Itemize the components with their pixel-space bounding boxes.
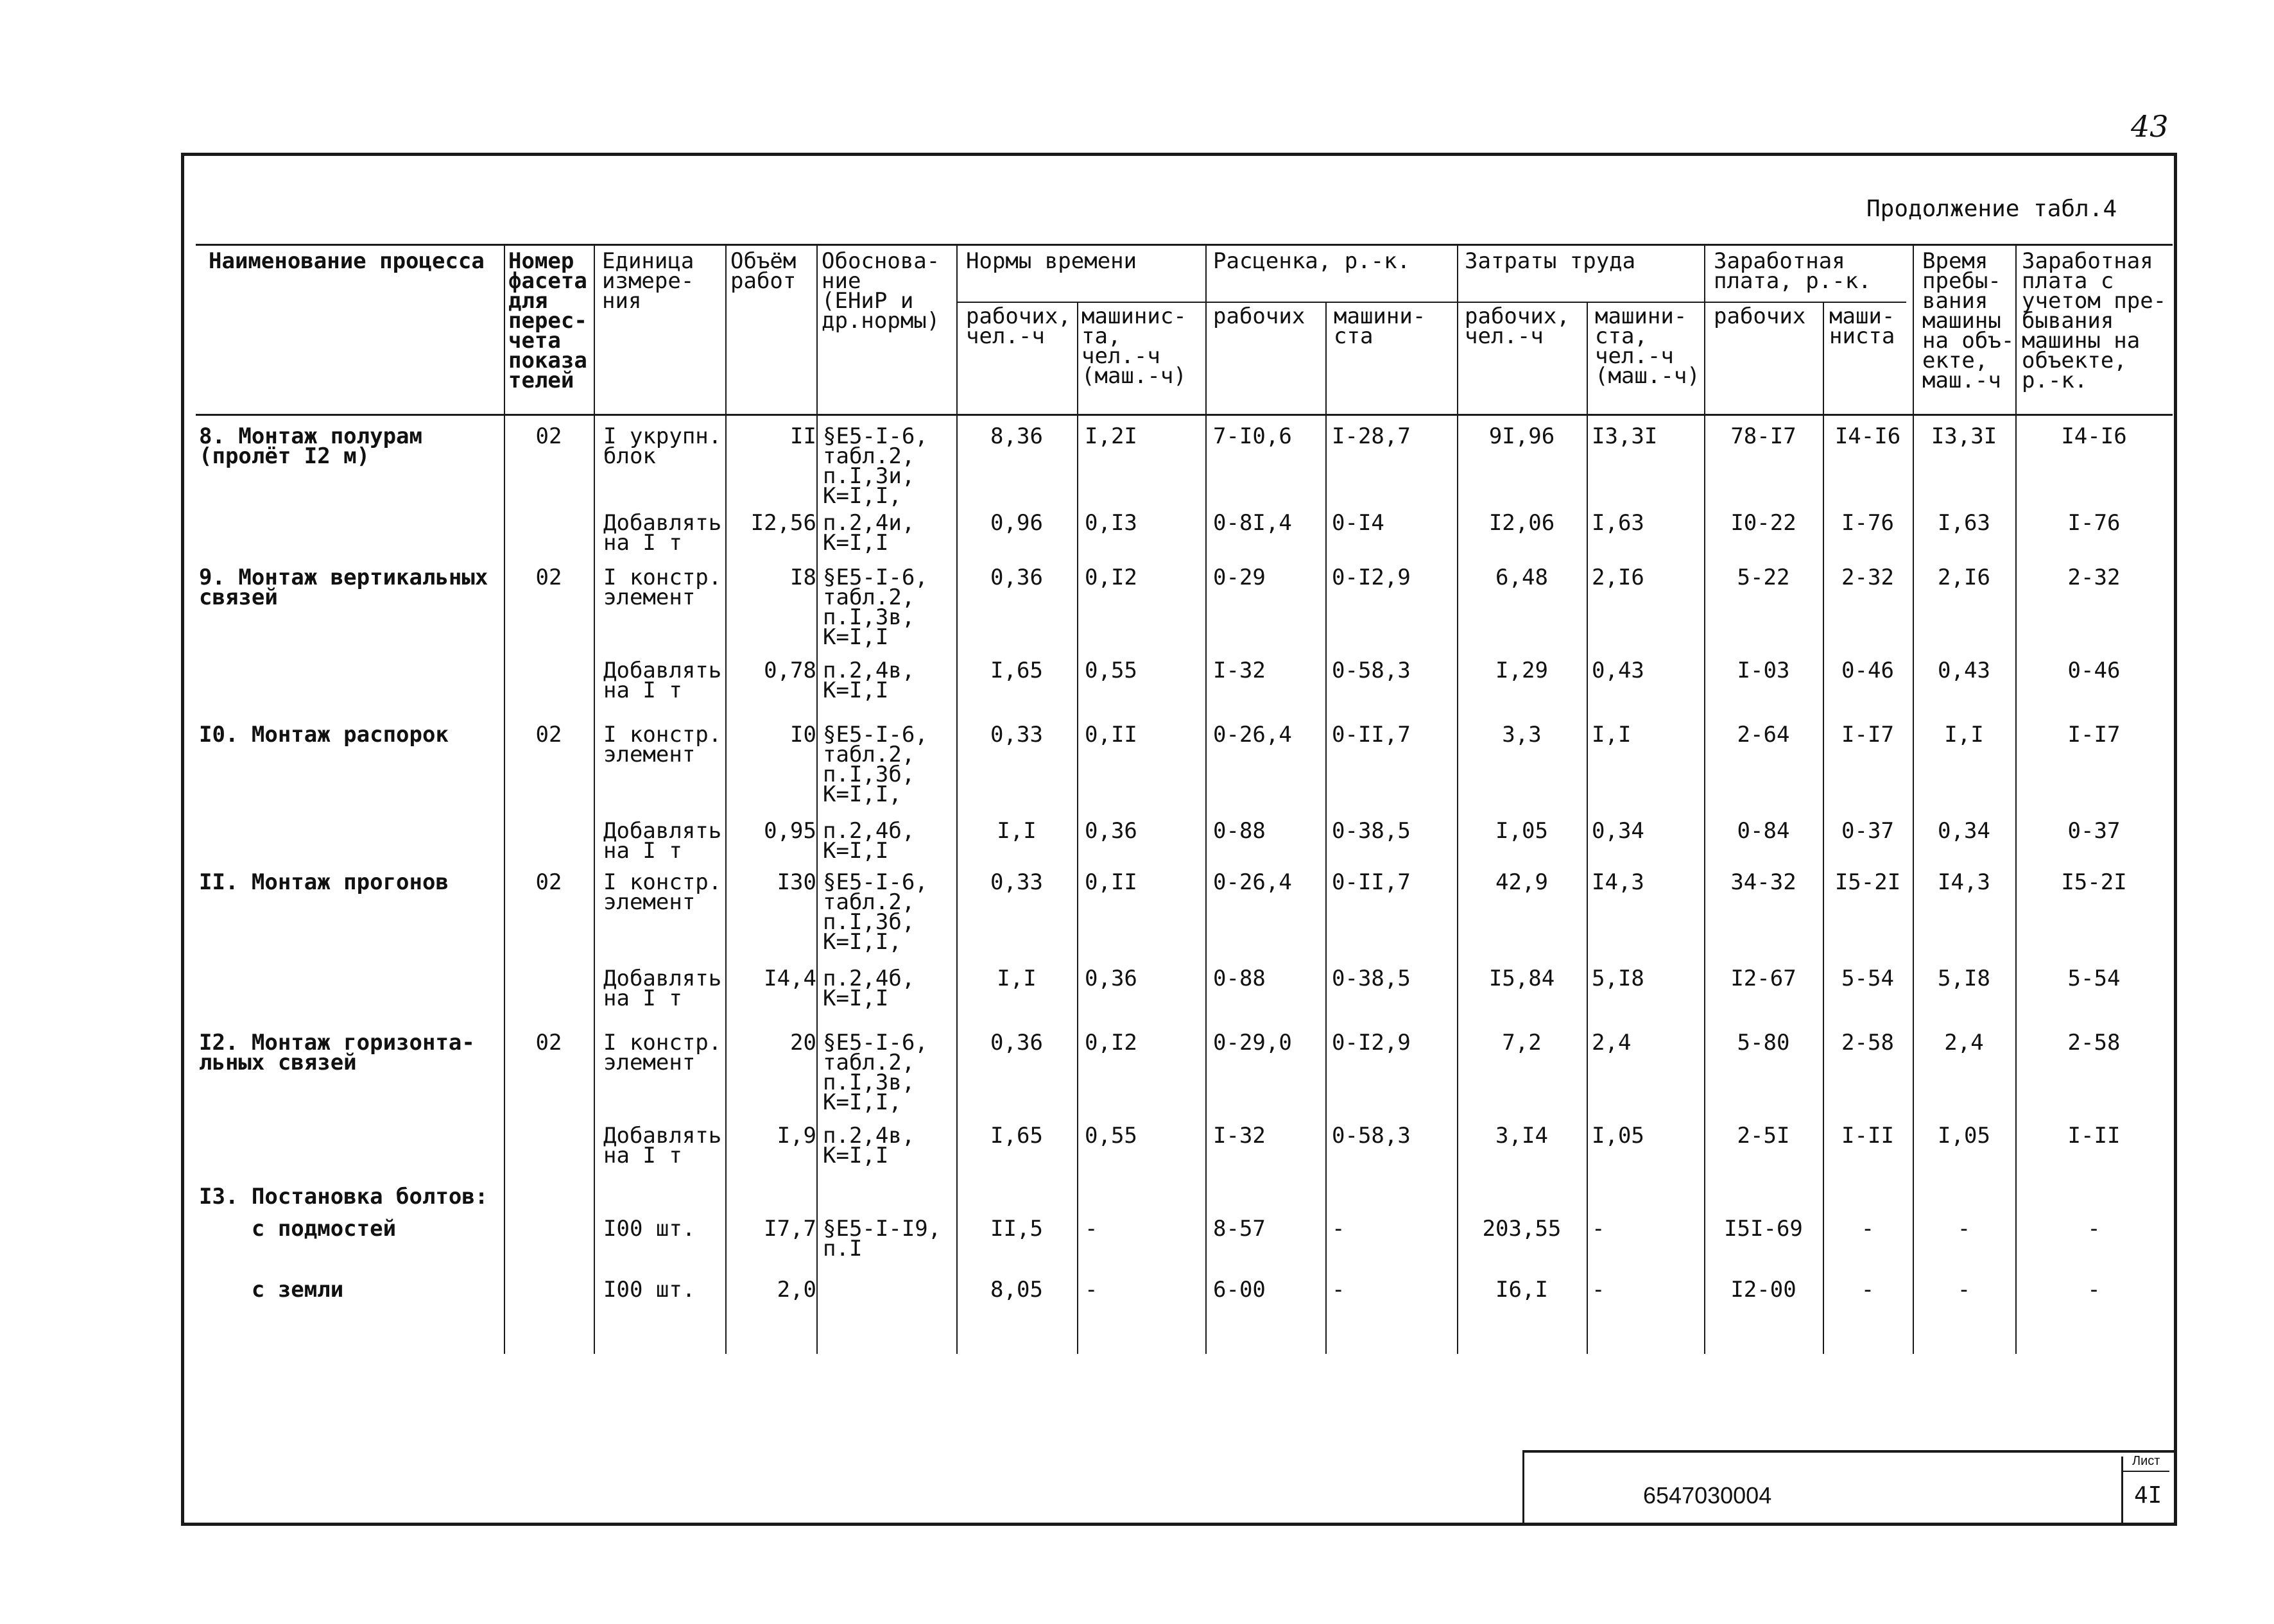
cell-lw: I,29	[1495, 658, 1548, 683]
cell-ws: I-II	[2067, 1123, 2121, 1149]
cell-nw: 0,36	[990, 1030, 1043, 1056]
cell-lw: I2,06	[1488, 510, 1555, 536]
cell-volume: I30	[777, 869, 816, 895]
sheet-label: Лист	[2132, 1454, 2160, 1468]
cell-ww: 2-64	[1737, 722, 1790, 748]
cell-unit: Добавлять на I т	[603, 510, 722, 556]
cell-ww: I0-22	[1730, 510, 1796, 536]
header-unit: Единица измере- ния	[602, 248, 694, 314]
cell-st: I,63	[1938, 510, 1990, 536]
cell-rm: 0-II,7	[1332, 722, 1411, 748]
cell-volume: I,9	[777, 1123, 816, 1149]
cell-lm: I,05	[1592, 1123, 1644, 1149]
cell-rw: 7-I0,6	[1213, 423, 1292, 449]
cell-st: I4,3	[1938, 869, 1990, 895]
cell-st: 5,I8	[1938, 966, 1990, 991]
cell-wm: I-II	[1841, 1123, 1894, 1149]
cell-unit: I констр. элемент	[603, 722, 722, 767]
cell-lw: I5,84	[1488, 966, 1555, 991]
cell-nm: 0,I3	[1085, 510, 1137, 536]
cell-basis: п.2,4в, К=I,I	[823, 1123, 915, 1168]
cell-unit: Добавлять на I т	[603, 966, 722, 1011]
page-number: 43	[2131, 109, 2169, 144]
cell-ws: 5-54	[2067, 966, 2121, 991]
cell-basis: п.2,4б, К=I,I	[823, 966, 915, 1011]
cell-ws: 2-32	[2067, 565, 2121, 590]
header-wage-workers: рабочих	[1714, 303, 1806, 329]
cell-nm: 0,II	[1085, 722, 1137, 748]
cell-st: 0,34	[1938, 818, 1990, 844]
cell-nm: 0,36	[1085, 818, 1137, 844]
cell-nm: 0,II	[1085, 869, 1137, 895]
cell-basis: п.2,4в, К=I,I	[823, 658, 915, 703]
cell-nm: 0,55	[1085, 1123, 1137, 1149]
cell-ws: I5-2I	[2061, 869, 2127, 895]
cell-nw: 0,33	[990, 869, 1043, 895]
cell-wm: 5-54	[1841, 966, 1894, 991]
cell-unit: I00 шт.	[603, 1277, 696, 1303]
cell-facet: 02	[535, 565, 562, 590]
cell-nw: I,65	[990, 1123, 1043, 1149]
header-labor: Затраты труда	[1465, 248, 1636, 274]
cell-nw: 0,96	[990, 510, 1043, 536]
cell-rw: 0-29	[1213, 565, 1266, 590]
cell-wm: 2-32	[1841, 565, 1894, 590]
frame-bottom	[181, 1523, 2177, 1526]
cell-st: I,I	[1944, 722, 1984, 748]
cell-ws: I4-I6	[2061, 423, 2127, 449]
cell-lw: 3,3	[1502, 722, 1542, 748]
column-separator	[504, 244, 505, 1354]
cell-ww: I5I-69	[1724, 1216, 1803, 1242]
cell-nm: -	[1085, 1216, 1098, 1242]
cell-name: I2. Монтаж горизонта- льных связей	[199, 1030, 475, 1075]
cell-volume: 0,95	[764, 818, 816, 844]
cell-name: с земли	[199, 1277, 344, 1303]
cell-lw: 3,I4	[1495, 1123, 1548, 1149]
cell-rw: 0-29,0	[1213, 1030, 1292, 1056]
cell-ww: 2-5I	[1737, 1123, 1790, 1149]
cell-volume: I8	[790, 565, 816, 590]
sheet-number: 4I	[2134, 1482, 2162, 1509]
header-facet: Номер фасета для перес- чета показа телей	[508, 248, 587, 393]
cell-nw: 8,36	[990, 423, 1043, 449]
header-labor-workers: рабочих, чел.-ч	[1465, 303, 1570, 349]
cell-basis: п.2,4и, К=I,I	[823, 510, 915, 556]
cell-lm: I,I	[1592, 722, 1632, 748]
header-rate-workers: рабочих	[1213, 303, 1305, 329]
cell-volume: 20	[790, 1030, 816, 1056]
cell-wm: 0-37	[1841, 818, 1894, 844]
cell-st: I3,3I	[1931, 423, 1997, 449]
cell-nw: II,5	[990, 1216, 1043, 1242]
column-separator	[816, 244, 818, 1354]
cell-unit: I констр. элемент	[603, 869, 722, 915]
column-separator	[1704, 244, 1705, 1354]
cell-basis: §Е5-I-6, табл.2, п.I,3и, К=I,I,	[823, 423, 928, 509]
cell-rm: 0-58,3	[1332, 658, 1411, 683]
cell-ws: I-I7	[2067, 722, 2121, 748]
cell-basis: §Е5-I-I9, п.I	[823, 1216, 942, 1261]
column-separator	[1457, 244, 1458, 1354]
cell-lm: I4,3	[1592, 869, 1644, 895]
continuation-label: Продолжение табл.4	[1866, 196, 2117, 222]
header-name: Наименование процесса	[209, 248, 485, 274]
cell-wm: -	[1861, 1216, 1875, 1242]
cell-rm: 0-II,7	[1332, 869, 1411, 895]
cell-lm: 0,34	[1592, 818, 1644, 844]
cell-unit: Добавлять на I т	[603, 818, 722, 864]
cell-name: с подмостей	[199, 1216, 397, 1242]
cell-facet: 02	[535, 722, 562, 748]
header-wage-machinists: маши- ниста	[1829, 303, 1895, 349]
cell-nm: -	[1085, 1277, 1098, 1303]
cell-wm: I-I7	[1841, 722, 1894, 748]
cell-ws: 2-58	[2067, 1030, 2121, 1056]
cell-rm: 0-58,3	[1332, 1123, 1411, 1149]
cell-nw: I,65	[990, 658, 1043, 683]
column-separator	[956, 244, 958, 1354]
cell-st: -	[1957, 1277, 1971, 1303]
cell-nm: 0,I2	[1085, 1030, 1137, 1056]
cell-lm: 0,43	[1592, 658, 1644, 683]
cell-ww: 5-80	[1737, 1030, 1790, 1056]
cell-rw: 0-8I,4	[1213, 510, 1292, 536]
header-volume: Объём работ	[730, 248, 797, 294]
header-wage-stay: Заработная плата с учетом пре- бывания машины на объекте, р.-к.	[2022, 248, 2167, 393]
cell-nw: I,I	[997, 818, 1037, 844]
cell-lw: 9I,96	[1488, 423, 1555, 449]
cell-ws: 0-46	[2067, 658, 2121, 683]
cell-volume: I2,56	[750, 510, 816, 536]
cell-ww: 78-I7	[1730, 423, 1796, 449]
cell-rm: 0-I2,9	[1332, 1030, 1411, 1056]
cell-wm: 2-58	[1841, 1030, 1894, 1056]
cell-st: -	[1957, 1216, 1971, 1242]
cell-wm: I4-I6	[1834, 423, 1901, 449]
doc-code: 6547030004	[1643, 1482, 1772, 1509]
column-separator	[1205, 244, 1207, 1354]
cell-rm: 0-I4	[1332, 510, 1384, 536]
cell-nw: I,I	[997, 966, 1037, 991]
cell-volume: 2,0	[777, 1277, 816, 1303]
cell-st: I,05	[1938, 1123, 1990, 1149]
cell-lw: 203,55	[1482, 1216, 1562, 1242]
cell-unit: I констр. элемент	[603, 565, 722, 610]
cell-nm: 0,I2	[1085, 565, 1137, 590]
cell-wm: -	[1861, 1277, 1875, 1303]
cell-rw: 0-88	[1213, 966, 1266, 991]
frame-top	[181, 153, 2177, 156]
cell-unit: I укрупн. блок	[603, 423, 722, 469]
cell-ww: 5-22	[1737, 565, 1790, 590]
cell-rw: 8-57	[1213, 1216, 1266, 1242]
cell-name: 8. Монтаж полурам (пролёт I2 м)	[199, 423, 422, 469]
header-labor-machinists: машини- ста, чел.-ч (маш.-ч)	[1595, 303, 1700, 389]
column-separator	[1913, 244, 1914, 1354]
cell-unit: I констр. элемент	[603, 1030, 722, 1075]
cell-basis: §Е5-I-6, табл.2, п.I,3в, К=I,I	[823, 565, 928, 650]
frame-left	[181, 153, 184, 1526]
frame-right	[2174, 153, 2177, 1526]
cell-rm: I-28,7	[1332, 423, 1411, 449]
cell-lw: I,05	[1495, 818, 1548, 844]
column-separator	[2015, 244, 2017, 1354]
cell-facet: 02	[535, 423, 562, 449]
cell-unit: I00 шт.	[603, 1216, 696, 1242]
cell-ws: 0-37	[2067, 818, 2121, 844]
header-rate-machinists: машини- ста	[1334, 303, 1426, 349]
cell-name: II. Монтаж прогонов	[199, 869, 449, 895]
header-norms-machinists: машинис- та, чел.-ч (маш.-ч)	[1081, 303, 1187, 389]
cell-nm: 0,55	[1085, 658, 1137, 683]
cell-rm: -	[1332, 1216, 1345, 1242]
cell-lw: I6,I	[1495, 1277, 1548, 1303]
cell-ww: I2-67	[1730, 966, 1796, 991]
cell-nw: 8,05	[990, 1277, 1043, 1303]
header-basis: Обоснова- ние (ЕНиР и др.нормы)	[822, 248, 940, 334]
cell-lm: -	[1592, 1216, 1605, 1242]
cell-wm: I-76	[1841, 510, 1894, 536]
column-separator	[1077, 302, 1078, 1354]
cell-unit: Добавлять на I т	[603, 1123, 722, 1168]
header-stay-time: Время пребы- вания машины на объ- екте, маш.-ч	[1922, 248, 2015, 393]
cell-facet: 02	[535, 1030, 562, 1056]
cell-lm: I3,3I	[1592, 423, 1658, 449]
cell-rw: I-32	[1213, 1123, 1266, 1149]
cell-lw: 42,9	[1495, 869, 1548, 895]
cell-lw: 7,2	[1502, 1030, 1542, 1056]
cell-basis: п.2,4б, К=I,I	[823, 818, 915, 864]
cell-name: I3. Постановка болтов:	[199, 1184, 488, 1209]
cell-volume: I4,4	[764, 966, 816, 991]
cell-nm: I,2I	[1085, 423, 1137, 449]
cell-facet: 02	[535, 869, 562, 895]
cell-ww: I2-00	[1730, 1277, 1796, 1303]
cell-lm: 2,I6	[1592, 565, 1644, 590]
cell-lm: 5,I8	[1592, 966, 1644, 991]
cell-basis: §Е5-I-6, табл.2, п.I,3б, К=I,I,	[823, 722, 928, 807]
cell-rw: 0-26,4	[1213, 722, 1292, 748]
cell-rm: -	[1332, 1277, 1345, 1303]
cell-basis: §Е5-I-6, табл.2, п.I,3б, К=I,I,	[823, 869, 928, 955]
cell-ws: -	[2087, 1216, 2101, 1242]
cell-nw: 0,33	[990, 722, 1043, 748]
header-rate: Расценка, р.-к.	[1213, 248, 1411, 274]
cell-st: 0,43	[1938, 658, 1990, 683]
header-wage: Заработная плата, р.-к.	[1714, 248, 1872, 294]
cell-wm: I5-2I	[1834, 869, 1901, 895]
cell-lm: -	[1592, 1277, 1605, 1303]
cell-lm: 2,4	[1592, 1030, 1632, 1056]
cell-volume: 0,78	[764, 658, 816, 683]
cell-rw: 0-26,4	[1213, 869, 1292, 895]
cell-nw: 0,36	[990, 565, 1043, 590]
cell-rm: 0-38,5	[1332, 818, 1411, 844]
cell-nm: 0,36	[1085, 966, 1137, 991]
cell-basis: §Е5-I-6, табл.2, п.I,3в, К=I,I,	[823, 1030, 928, 1115]
cell-unit: Добавлять на I т	[603, 658, 722, 703]
cell-name: 9. Монтаж вертикальных связей	[199, 565, 488, 610]
cell-ww: 0-84	[1737, 818, 1790, 844]
cell-rw: 6-00	[1213, 1277, 1266, 1303]
cell-rm: 0-38,5	[1332, 966, 1411, 991]
column-separator	[1325, 302, 1327, 1354]
column-separator	[1587, 302, 1588, 1354]
cell-lw: 6,48	[1495, 565, 1548, 590]
cell-st: 2,I6	[1938, 565, 1990, 590]
cell-rm: 0-I2,9	[1332, 565, 1411, 590]
cell-ww: 34-32	[1730, 869, 1796, 895]
cell-lm: I,63	[1592, 510, 1644, 536]
header-norms-workers: рабочих, чел.-ч	[966, 303, 1071, 349]
column-separator	[725, 244, 727, 1354]
column-separator	[594, 244, 595, 1354]
cell-rw: I-32	[1213, 658, 1266, 683]
cell-volume: I0	[790, 722, 816, 748]
cell-wm: 0-46	[1841, 658, 1894, 683]
cell-volume: II	[790, 423, 816, 449]
cell-ws: I-76	[2067, 510, 2121, 536]
cell-ww: I-03	[1737, 658, 1790, 683]
header-norms: Нормы времени	[966, 248, 1137, 274]
cell-rw: 0-88	[1213, 818, 1266, 844]
cell-st: 2,4	[1944, 1030, 1984, 1056]
cell-name: I0. Монтаж распорок	[199, 722, 449, 748]
cell-volume: I7,7	[764, 1216, 816, 1242]
cell-ws: -	[2087, 1277, 2101, 1303]
